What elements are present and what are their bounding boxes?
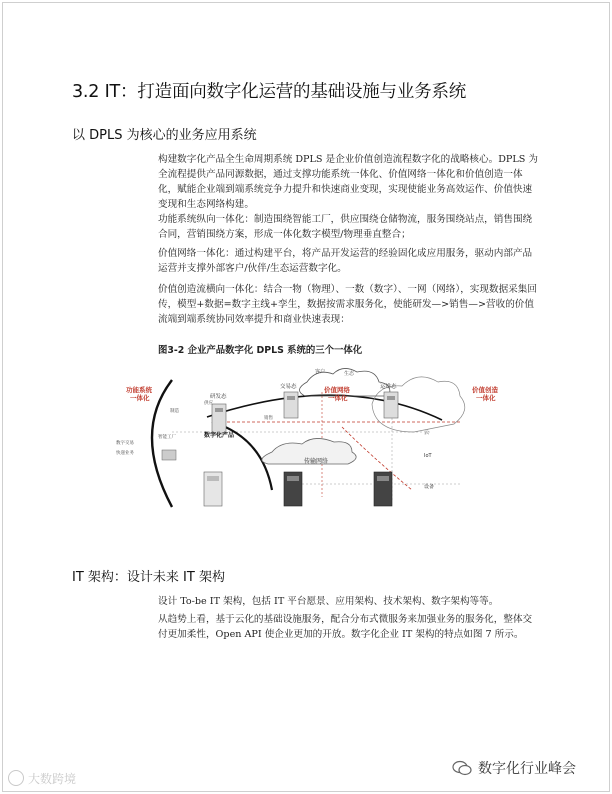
label-rd: 研发态	[210, 394, 227, 400]
watermark-left	[8, 770, 76, 787]
label-transport-network: 传输网络	[304, 458, 329, 465]
label-smart-factory: 智能工厂	[158, 435, 176, 440]
label-iot: IoT	[424, 453, 432, 459]
machine-icon	[162, 450, 176, 460]
watermark-right	[452, 758, 576, 778]
label-device: 设备	[424, 484, 435, 490]
arc-left	[152, 380, 172, 507]
label-customer: 客户	[315, 369, 326, 375]
label-digital-trade: 数字交易	[116, 441, 134, 446]
server-bottom-2-icon	[284, 472, 302, 506]
server-trade-icon	[284, 392, 298, 418]
paragraph-value-network: 价值网络一体化：通过构建平台，将产品开发运营的经验固化成应用服务，驱动内部产品运营并支撑外部客户/伙伴/生态运营数字化。	[158, 248, 533, 274]
server-rd-icon	[212, 404, 226, 434]
subsection-title-it: IT 架构：设计未来 IT 架构	[72, 570, 225, 585]
subsection-title-dpls: 以 DPLS 为核心的业务应用系统	[72, 128, 257, 143]
dpls-diagram	[112, 362, 532, 512]
wechat-icon	[452, 760, 472, 776]
watermark-logo-icon	[8, 770, 24, 786]
watermark-right-text: 数字化行业峰会	[478, 761, 576, 777]
label-manufacture: 制造	[170, 409, 179, 414]
label-supply: 供应	[204, 401, 213, 406]
label-digital-product: 数字化产品	[204, 432, 235, 439]
paragraph-intro: 构建数字化产品全生命周期系统 DPLS 是企业价值创造流程数字化的战略核心。DPLS 为全流程提供产品同源数据，通过支撑功能系统一体化、价值网络一体化和价值创造一体化，赋能企业端到端系统竞争力提升和快速商业变现，实现使能业务高效运作、价值快速变现和生态网络构建。	[158, 154, 538, 210]
label-functional-1: 功能系统	[126, 386, 152, 394]
figure-caption: 图3-2 企业产品数字化 DPLS 系统的三个一体化	[158, 345, 363, 356]
paragraph-tobe: 设计 To-be IT 架构，包括 IT 平台愿景、应用架构、技术架构、数字架构等等。	[158, 596, 499, 607]
label-ecology: 生态	[344, 371, 355, 377]
label-value-creation-2: 一体化	[476, 394, 496, 402]
paragraph-value-creation: 价值创造流横向一体化：结合一物（物理）、一数（数字）、一网（网络），实现数据采集回传，模型+数据=数字主线+孪生，数据按需求服务化，使能研发—>销售—>营收的价值流端到端系统协同效率提升和商业快速表现：	[158, 284, 537, 325]
label-value-network-1: 价值网络	[324, 386, 350, 394]
watermark-left-text: 大数跨境	[28, 772, 77, 786]
label-cloud: 云	[424, 430, 430, 436]
label-sales: 销售	[264, 416, 273, 421]
label-trade: 交易态	[280, 384, 297, 390]
label-operation: 运维态	[380, 384, 397, 390]
server-bottom-1-icon	[204, 472, 222, 506]
arc-top	[207, 395, 442, 420]
label-functional-2: 一体化	[130, 394, 150, 402]
label-value-creation-1: 价值创造	[472, 386, 498, 394]
label-value-network-2: 一体化	[328, 394, 348, 402]
server-bottom-3-icon	[374, 472, 392, 506]
paragraph-functional: 功能系统纵向一体化：制造围绕智能工厂，供应围绕仓储物流，服务围绕站点，销售围绕合同，营销围绕方案，形成一体化数字模型/物理垂直整合；	[158, 214, 533, 240]
label-express-service: 快递业务	[116, 451, 134, 456]
paragraph-trend: 从趋势上看，基于云化的基础设施服务，配合分布式微服务来加强业务的服务化，整体交付更加柔性，Open API 使企业更加的开放。数字化企业 IT 架构的特点如图 7 所示。	[158, 614, 533, 640]
section-title: 3.2 IT：打造面向数字化运营的基础设施与业务系统	[72, 82, 467, 102]
server-operation-icon	[384, 392, 398, 418]
